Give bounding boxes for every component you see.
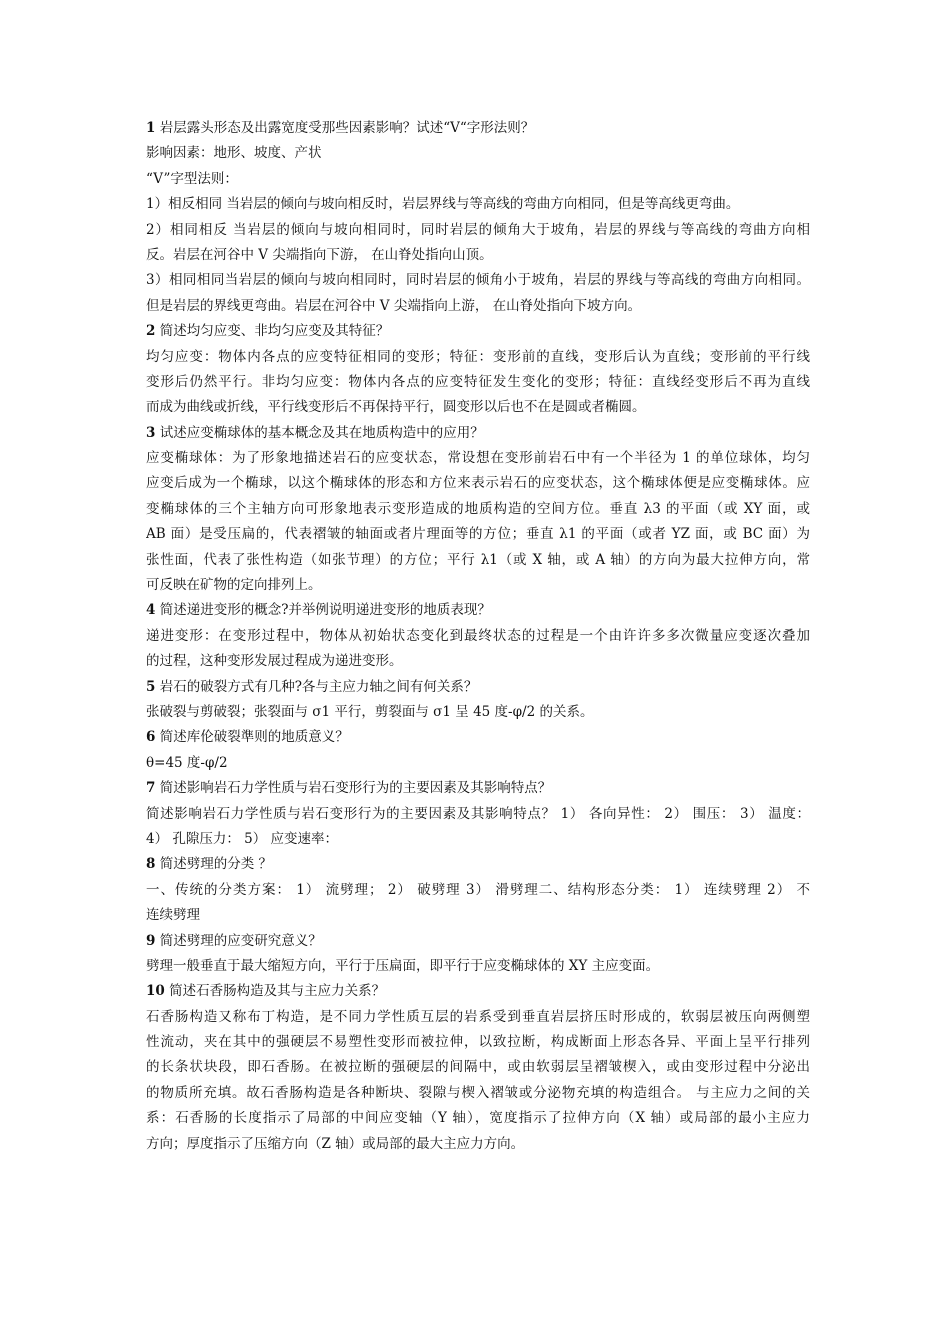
text-line	[146, 878, 810, 903]
question-number: 5	[146, 678, 156, 695]
text-line	[146, 395, 810, 420]
question-heading	[146, 852, 810, 877]
text-line	[146, 1106, 810, 1131]
question-number: 7	[146, 780, 156, 797]
paragraph-text: AB 面）是受压扁的，代表褶皱的轴面或者片理面等的方位；垂直 λ1 的平面（或者 YZ 面，或 BC 面）为	[146, 526, 810, 543]
question-number: 6	[146, 729, 156, 746]
paragraph-text: 张性面，代表了张性构造（如张节理）的方位；平行 λ1（或 X 轴，或 A 轴）的方向为最大拉伸方向，常	[146, 551, 810, 568]
text-line	[146, 268, 810, 293]
text-line	[146, 1132, 810, 1157]
question-heading	[146, 598, 810, 623]
text-line	[146, 1081, 810, 1106]
text-line	[146, 141, 810, 166]
text-line	[146, 167, 810, 192]
question-text: 简述石香肠构造及其与主应力关系？	[164, 983, 386, 1000]
paragraph-text: 而成为曲线或折线，平行线变形后不再保持平行，圆变形以后也不在是圆或者椭圆。	[146, 399, 646, 416]
text-line	[146, 573, 810, 598]
paragraph-text: 变形后仍然平行。非均匀应变：物体内各点的应变特征发生变化的变形；特征：直线经变形后不再为直线	[146, 373, 810, 390]
paragraph-text: 可反映在矿物的定向排列上。	[146, 577, 322, 594]
question-heading	[146, 675, 810, 700]
paragraph-text: 反。岩层在河谷中 V 尖端指向下游， 在山脊处指向山顶。	[146, 246, 493, 263]
text-line	[146, 192, 810, 217]
paragraph-text: 系：石香肠的长度指示了局部的中间应变轴（Y 轴），宽度指示了拉伸方向（X 轴）或局部的最小主应力	[146, 1110, 810, 1127]
text-line	[146, 802, 810, 827]
paragraph-text: 性流动，夹在其中的强硬层不易塑性变形而被拉伸，以致拉断，构成断面上形态各异、平面上呈平行排列	[146, 1034, 810, 1051]
text-line	[146, 649, 810, 674]
question-text: 试述应变椭球体的基本概念及其在地质构造中的应用？	[155, 424, 484, 441]
paragraph-text: 但是岩层的界线更弯曲。岩层在河谷中 V 尖端指向上游， 在山脊处指向下坡方向。	[146, 297, 642, 314]
text-line	[146, 522, 810, 547]
question-number: 9	[146, 932, 156, 949]
text-line	[146, 294, 810, 319]
question-text: 简述劈理的应变研究意义？	[155, 932, 322, 949]
document-page	[146, 116, 810, 1157]
paragraph-text: 的过程，这种变形发展过程成为递进变形。	[146, 653, 403, 670]
question-number: 1	[146, 120, 156, 136]
text-line	[146, 1030, 810, 1055]
paragraph-text: 变椭球体的三个主轴方向可形象地表示变形造成的地质构造的空间方位。垂直 λ3 的平面（或 XY 面，或	[146, 500, 810, 517]
paragraph-text: “V”字型法则：	[146, 170, 238, 187]
question-text: 简述影响岩石力学性质与岩石变形行为的主要因素及其影响特点？	[155, 780, 552, 797]
paragraph-text: 应变后成为一个椭球，以这个椭球体的形态和方位来表示岩石的应变状态，这个椭球体便是应变椭球体。应	[146, 475, 810, 492]
paragraph-text: 3）相同相同当岩层的倾向与坡向相同时，同时岩层的倾角小于坡角，岩层的界线与等高线的弯曲方向相同。	[146, 272, 810, 289]
question-heading	[146, 929, 810, 954]
text-line	[146, 497, 810, 522]
question-heading	[146, 116, 810, 141]
paragraph-text: 递进变形：在变形过程中，物体从初始状态变化到最终状态的过程是一个由许许多多次微量应变逐次叠加	[146, 627, 810, 644]
paragraph-text: θ=45 度-φ/2	[146, 754, 228, 771]
question-number: 4	[146, 602, 156, 619]
question-text: 简述递进变形的概念?并举例说明递进变形的地质表现？	[155, 602, 491, 619]
paragraph-text: 的物质所充填。故石香肠构造是各种断块、裂隙与楔入褶皱或分泌物充填的构造组合。 与主应力之间的关	[146, 1084, 810, 1101]
text-line	[146, 370, 810, 395]
paragraph-text: 一、传统的分类方案： 1） 流劈理； 2） 破劈理 3） 滑劈理二、结构形态分类： 1） 连续劈理 2） 不	[146, 881, 810, 898]
paragraph-text: 张破裂与剪破裂；张裂面与 σ1 平行，剪裂面与 σ1 呈 45 度-φ/2 的关系。	[146, 703, 594, 720]
paragraph-text: 劈理一般垂直于最大缩短方向，平行于压扁面，即平行于应变椭球体的 XY 主应变面。	[146, 957, 660, 974]
text-line	[146, 446, 810, 471]
text-line	[146, 751, 810, 776]
paragraph-text: 连续劈理	[146, 907, 200, 924]
question-heading	[146, 319, 810, 344]
paragraph-text: 均匀应变：物体内各点的应变特征相同的变形；特征：变形前的直线，变形后认为直线；变形前的平行线	[146, 348, 810, 365]
paragraph-text: 1）相反相同 当岩层的倾向与坡向相反时，岩层界线与等高线的弯曲方向相同，但是等高线更弯曲。	[146, 196, 740, 213]
paragraph-text: 应变椭球体：为了形象地描述岩石的应变状态，常设想在变形前岩石中有一个半径为 1 的单位球体，均匀	[146, 450, 810, 467]
text-line	[146, 827, 810, 852]
text-line	[146, 548, 810, 573]
paragraph-text: 方向；厚度指示了压缩方向（Z 轴）或局部的最大主应力方向。	[146, 1135, 525, 1152]
text-line	[146, 345, 810, 370]
text-line	[146, 700, 810, 725]
text-line	[146, 624, 810, 649]
text-line	[146, 243, 810, 268]
question-number: 10	[146, 983, 165, 1000]
question-heading	[146, 725, 810, 750]
text-line	[146, 218, 810, 243]
text-line	[146, 903, 810, 928]
question-text: 岩层露头形态及出露宽度受那些因素影响？试述“V“字形法则？	[155, 120, 535, 136]
text-line	[146, 1055, 810, 1080]
question-text: 简述均匀应变、非均匀应变及其特征？	[155, 323, 390, 340]
question-heading	[146, 979, 810, 1004]
question-number: 2	[146, 323, 156, 340]
text-line	[146, 1005, 810, 1030]
question-text: 简述库伦破裂準则的地质意义？	[155, 729, 349, 746]
question-heading	[146, 421, 810, 446]
question-number: 8	[146, 856, 156, 873]
question-text: 岩石的破裂方式有几种?各与主应力轴之间有何关系？	[155, 678, 478, 695]
paragraph-text: 简述影响岩石力学性质与岩石变形行为的主要因素及其影响特点？ 1） 各向异性： 2） 围压： 3） 温度：	[146, 805, 810, 822]
text-line	[146, 471, 810, 496]
paragraph-text: 影响因素：地形、坡度、产状	[146, 145, 322, 162]
question-text: 简述劈理的分类 ？	[155, 856, 272, 873]
question-heading	[146, 776, 810, 801]
text-line	[146, 954, 810, 979]
paragraph-text: 2）相同相反 当岩层的倾向与坡向相同时，同时岩层的倾角大于坡角，岩层的界线与等高线的弯曲方向相	[146, 221, 810, 238]
paragraph-text: 石香肠构造又称布丁构造，是不同力学性质互层的岩系受到垂直岩层挤压时形成的，软弱层被压向两侧塑	[146, 1008, 810, 1025]
paragraph-text: 4） 孔隙压力： 5） 应变速率：	[146, 830, 339, 847]
question-number: 3	[146, 424, 156, 441]
paragraph-text: 的长条状块段，即石香肠。在被拉断的强硬层的间隔中，或由软弱层呈褶皱楔入，或由变形过程中分泌出	[146, 1059, 810, 1076]
